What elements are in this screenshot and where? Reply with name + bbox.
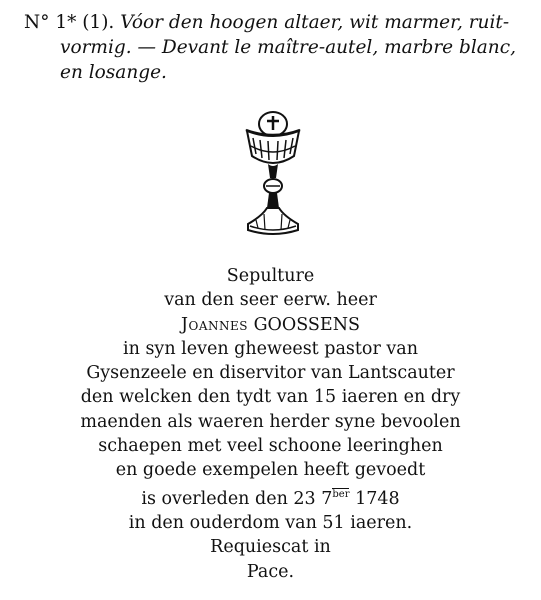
epitaph-line-4: in syn leven gheweest pastor van: [123, 338, 418, 359]
name-first: Joannes: [181, 314, 248, 335]
epitaph-date-line: [0, 483, 541, 511]
epitaph-line-6: den welcken den tydt van 15 iaeren en dry: [80, 387, 461, 408]
epitaph-line-7: maenden als waeren herder syne bevoolen: [80, 411, 461, 432]
epitaph-line-11: in den ouderdom van 51 iaeren.: [128, 512, 413, 533]
epitaph-line-12: Requiescat in: [210, 537, 331, 558]
heading-text-1: Vóor den hoogen altaer, wit marmer, ruit-: [120, 12, 510, 33]
epitaph-name: [0, 313, 541, 337]
name-last: GOOSSENS: [253, 314, 360, 335]
entry-number: N° 1* (1).: [24, 12, 115, 33]
heading-line-2: vormig. — Devant le maître-autel, marbre blanc,: [60, 37, 516, 58]
heading-line-1: [24, 10, 529, 35]
epitaph-line-13: Pace.: [246, 561, 295, 582]
epitaph-line-1: Sepulture: [226, 266, 315, 286]
epitaph-line-2: van den seer eerw. heer: [164, 290, 377, 311]
chalice-icon: [238, 108, 308, 248]
date-superscript: ber: [332, 488, 350, 500]
epitaph-line-8: schaepen met veel schoone leeringhen: [98, 436, 443, 457]
date-text: is overleden den 23 7: [141, 488, 333, 509]
epitaph-line-5: Gysenzeele en diservitor van Lantscauter: [86, 363, 455, 384]
epitaph-text: [0, 264, 541, 584]
date-year: 1748: [355, 488, 400, 509]
epitaph-line-9: en goede exempelen heeft gevoedt: [115, 460, 426, 481]
entry-heading: [24, 10, 529, 85]
heading-line-3: en losange.: [60, 62, 167, 83]
